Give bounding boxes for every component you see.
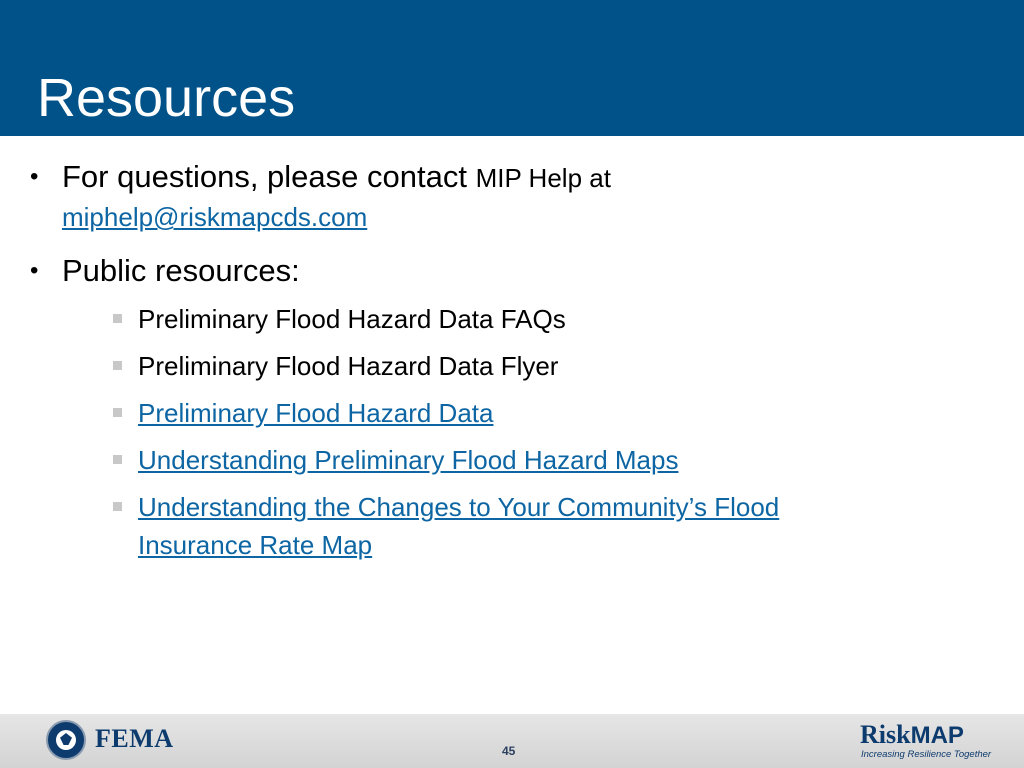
understanding-maps-link[interactable]: Understanding Preliminary Flood Hazard Maps [138,445,679,475]
bullet-public-resources [30,252,300,290]
sub-item-preliminary-data [138,394,493,432]
dhs-seal-icon [46,720,86,760]
understanding-changes-link[interactable] [138,492,779,560]
riskmap-tagline: Increasing Resilience Together [861,749,992,760]
square-bullet-icon [113,455,122,464]
bullet-dot: • [30,163,39,190]
slide-header [0,0,1024,136]
link-line-1: Understanding the Changes to Your Community’s Flood [138,492,780,522]
riskmap-risk: Risk [860,720,911,749]
contact-text-small: MIP Help at [475,163,611,193]
sub-item-understanding-maps [138,441,678,479]
link-line-2: Insurance Rate Map [138,530,373,560]
page-number: 45 [502,744,516,758]
square-bullet-icon [113,502,122,511]
fema-logo: FEMA [95,724,174,753]
email-link[interactable]: miphelp@riskmapcds.com [62,202,368,232]
sub-item-label: Preliminary Flood Hazard Data Flyer [138,351,559,381]
sub-item-faqs [138,300,566,338]
bullet-contact [30,158,611,236]
contact-text: For questions, please contact [62,159,476,194]
bullet-dot: • [30,257,39,284]
sub-item-flyer [138,347,558,385]
square-bullet-icon [113,361,122,370]
sub-item-understanding-changes [138,488,779,564]
slide-footer [0,714,1024,768]
public-resources-text: Public resources: [62,253,300,288]
riskmap-logo [860,720,964,750]
square-bullet-icon [113,408,122,417]
sub-item-label: Preliminary Flood Hazard Data FAQs [138,304,566,334]
square-bullet-icon [113,314,122,323]
slide-title: Resources [37,68,296,128]
preliminary-data-link[interactable]: Preliminary Flood Hazard Data [138,398,494,428]
riskmap-map: MAP [910,722,964,749]
